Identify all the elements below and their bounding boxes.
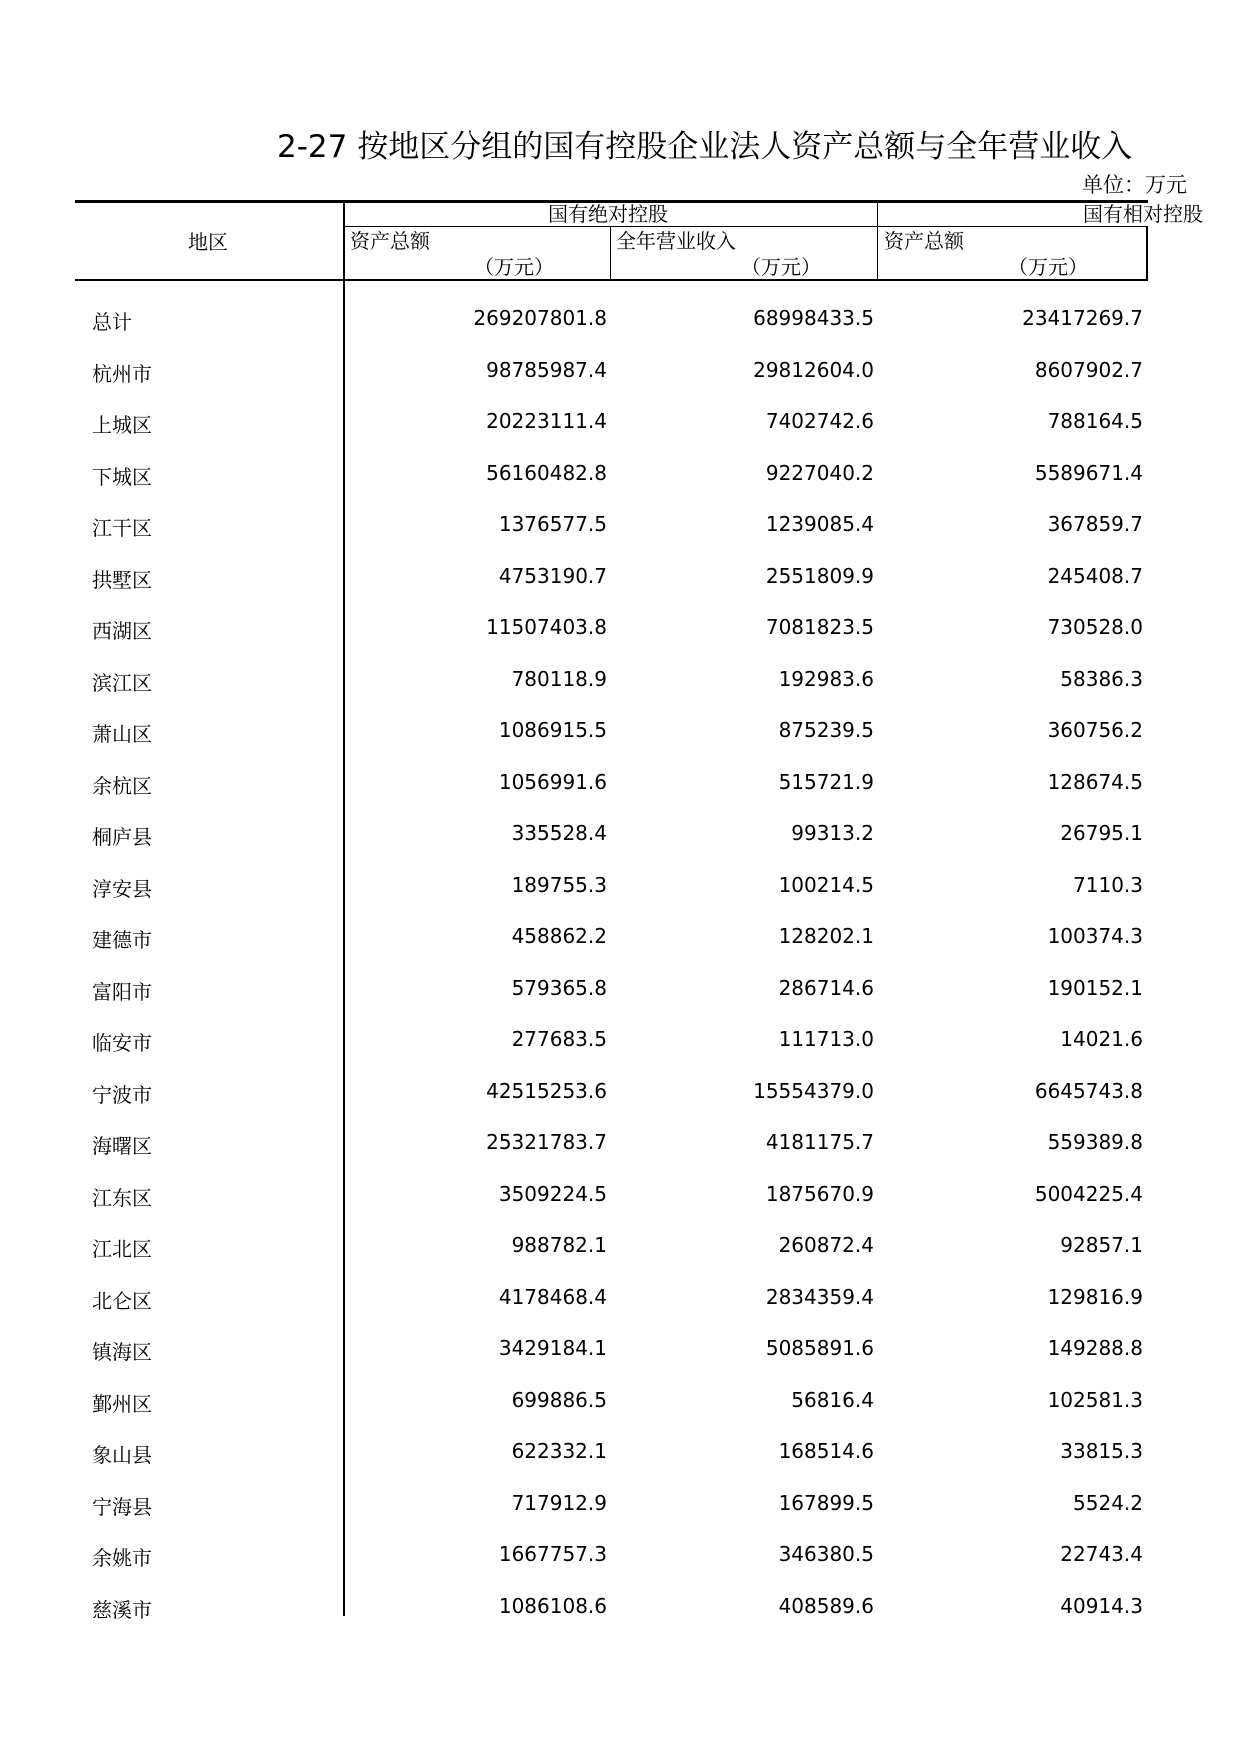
revenue-absolute-cell: 408589.6 <box>778 1593 874 1618</box>
table-row <box>0 1015 1148 1066</box>
table-row <box>0 1582 1148 1633</box>
region-cell: 慈溪市 <box>92 1597 152 1622</box>
group-divider <box>877 200 878 280</box>
region-cell: 淳安县 <box>92 876 152 901</box>
table-row <box>0 397 1148 448</box>
assets-relative-cell: 102581.3 <box>1047 1387 1143 1412</box>
table-row <box>0 603 1148 654</box>
assets-absolute-cell: 4178468.4 <box>498 1284 607 1309</box>
col1-header-label: 资产总额 <box>350 229 430 253</box>
region-cell: 总计 <box>92 310 132 334</box>
region-cell: 拱墅区 <box>92 567 152 592</box>
col2-header-label: 全年营业收入 <box>616 229 736 253</box>
assets-relative-cell: 8607902.7 <box>1034 357 1143 382</box>
region-cell: 象山县 <box>92 1443 152 1467</box>
table-row <box>0 1273 1148 1324</box>
table-row <box>0 294 1148 345</box>
assets-relative-cell: 14021.6 <box>1060 1027 1143 1051</box>
group-header-rule <box>344 226 1148 227</box>
table-row <box>0 1427 1148 1478</box>
table-right-edge <box>1146 226 1148 280</box>
assets-absolute-cell: 458862.2 <box>511 924 607 948</box>
assets-relative-cell: 129816.9 <box>1047 1284 1143 1309</box>
assets-relative-cell: 360756.2 <box>1047 718 1143 742</box>
region-cell: 江干区 <box>92 516 152 540</box>
revenue-absolute-cell: 15554379.0 <box>753 1078 874 1103</box>
table-row <box>0 706 1148 757</box>
revenue-absolute-cell: 100214.5 <box>778 872 874 897</box>
revenue-absolute-cell: 875239.5 <box>778 718 874 742</box>
revenue-absolute-cell: 1875670.9 <box>765 1181 874 1206</box>
assets-absolute-cell: 269207801.8 <box>473 306 607 330</box>
revenue-absolute-cell: 168514.6 <box>778 1439 874 1463</box>
revenue-absolute-cell: 111713.0 <box>778 1027 874 1051</box>
assets-absolute-cell: 56160482.8 <box>486 460 607 485</box>
table-row <box>0 500 1148 551</box>
table-row <box>0 861 1148 912</box>
assets-relative-cell: 5004225.4 <box>1034 1181 1143 1206</box>
revenue-absolute-cell: 29812604.0 <box>753 357 874 382</box>
region-cell: 余姚市 <box>92 1546 152 1570</box>
table-row <box>0 1530 1148 1581</box>
assets-absolute-cell: 11507403.8 <box>486 615 607 639</box>
revenue-absolute-cell: 286714.6 <box>778 975 874 1000</box>
assets-relative-cell: 58386.3 <box>1060 666 1143 691</box>
assets-absolute-cell: 277683.5 <box>511 1027 607 1051</box>
region-cell: 鄞州区 <box>92 1391 152 1416</box>
assets-absolute-cell: 622332.1 <box>511 1439 607 1463</box>
group-header-absolute: 国有绝对控股 <box>548 202 668 226</box>
assets-relative-cell: 92857.1 <box>1060 1233 1143 1257</box>
revenue-absolute-cell: 7081823.5 <box>765 615 874 639</box>
region-cell: 建德市 <box>92 928 152 952</box>
table-row <box>0 1170 1148 1221</box>
table-row <box>0 449 1148 500</box>
table-row <box>0 1479 1148 1530</box>
revenue-absolute-cell: 56816.4 <box>791 1387 874 1412</box>
table-row <box>0 1221 1148 1272</box>
table-row <box>0 655 1148 706</box>
assets-absolute-cell: 699886.5 <box>511 1387 607 1412</box>
assets-absolute-cell: 579365.8 <box>511 975 607 1000</box>
assets-relative-cell: 128674.5 <box>1047 769 1143 794</box>
revenue-absolute-cell: 128202.1 <box>778 924 874 948</box>
region-cell: 北仑区 <box>92 1288 152 1313</box>
region-cell: 余杭区 <box>92 773 152 798</box>
assets-absolute-cell: 1086915.5 <box>498 718 607 742</box>
assets-absolute-cell: 25321783.7 <box>486 1130 607 1154</box>
revenue-absolute-cell: 515721.9 <box>778 769 874 794</box>
assets-relative-cell: 6645743.8 <box>1034 1078 1143 1103</box>
group-header-relative: 国有相对控股 <box>1083 202 1203 226</box>
assets-absolute-cell: 780118.9 <box>511 666 607 691</box>
assets-absolute-cell: 1086108.6 <box>498 1593 607 1618</box>
col1-header-unit: （万元） <box>474 255 554 279</box>
assets-absolute-cell: 4753190.7 <box>498 563 607 588</box>
table-row <box>0 964 1148 1015</box>
revenue-absolute-cell: 346380.5 <box>778 1542 874 1566</box>
assets-absolute-cell: 988782.1 <box>511 1233 607 1257</box>
assets-absolute-cell: 1667757.3 <box>498 1542 607 1566</box>
unit-label: 单位：万元 <box>1082 173 1187 197</box>
revenue-absolute-cell: 4181175.7 <box>765 1130 874 1154</box>
region-cell: 镇海区 <box>92 1340 152 1364</box>
assets-relative-cell: 190152.1 <box>1047 975 1143 1000</box>
region-cell: 下城区 <box>92 464 152 489</box>
assets-relative-cell: 730528.0 <box>1047 615 1143 639</box>
revenue-absolute-cell: 99313.2 <box>791 821 874 845</box>
header-bottom-rule <box>75 279 1148 281</box>
assets-absolute-cell: 3429184.1 <box>498 1336 607 1360</box>
region-cell: 西湖区 <box>92 619 152 643</box>
assets-absolute-cell: 189755.3 <box>511 872 607 897</box>
revenue-absolute-cell: 260872.4 <box>778 1233 874 1257</box>
col3-header-unit: （万元） <box>1008 255 1088 279</box>
region-cell: 海曙区 <box>92 1134 152 1158</box>
revenue-absolute-cell: 7402742.6 <box>765 409 874 433</box>
assets-relative-cell: 5524.2 <box>1073 1490 1143 1515</box>
assets-relative-cell: 367859.7 <box>1047 512 1143 536</box>
table-row <box>0 1324 1148 1375</box>
table-row <box>0 346 1148 397</box>
assets-relative-cell: 26795.1 <box>1060 821 1143 845</box>
assets-relative-cell: 245408.7 <box>1047 563 1143 588</box>
assets-absolute-cell: 3509224.5 <box>498 1181 607 1206</box>
assets-relative-cell: 40914.3 <box>1060 1593 1143 1618</box>
revenue-absolute-cell: 167899.5 <box>778 1490 874 1515</box>
revenue-absolute-cell: 2551809.9 <box>765 563 874 588</box>
table-row <box>0 1376 1148 1427</box>
revenue-absolute-cell: 1239085.4 <box>765 512 874 536</box>
table-row <box>0 809 1148 860</box>
assets-absolute-cell: 717912.9 <box>511 1490 607 1515</box>
revenue-absolute-cell: 9227040.2 <box>765 460 874 485</box>
assets-relative-cell: 149288.8 <box>1047 1336 1143 1360</box>
region-cell: 宁海县 <box>92 1494 152 1519</box>
assets-relative-cell: 33815.3 <box>1060 1439 1143 1463</box>
region-cell: 滨江区 <box>92 670 152 695</box>
assets-absolute-cell: 1376577.5 <box>498 512 607 536</box>
assets-absolute-cell: 335528.4 <box>511 821 607 845</box>
region-cell: 江北区 <box>92 1237 152 1261</box>
assets-relative-cell: 788164.5 <box>1047 409 1143 433</box>
region-cell: 富阳市 <box>92 979 152 1004</box>
assets-relative-cell: 23417269.7 <box>1022 306 1143 330</box>
table-row <box>0 552 1148 603</box>
assets-absolute-cell: 42515253.6 <box>486 1078 607 1103</box>
assets-relative-cell: 559389.8 <box>1047 1130 1143 1154</box>
col-divider-1 <box>610 226 611 280</box>
region-cell: 萧山区 <box>92 722 152 746</box>
region-cell: 桐庐县 <box>92 825 152 849</box>
assets-relative-cell: 100374.3 <box>1047 924 1143 948</box>
assets-absolute-cell: 98785987.4 <box>486 357 607 382</box>
col3-header-label: 资产总额 <box>884 229 964 253</box>
region-cell: 江东区 <box>92 1185 152 1210</box>
revenue-absolute-cell: 2834359.4 <box>765 1284 874 1309</box>
assets-relative-cell: 22743.4 <box>1060 1542 1143 1566</box>
page-title: 2-27 按地区分组的国有控股企业法人资产总额与全年营业收入 <box>277 129 1133 165</box>
region-cell: 临安市 <box>92 1031 152 1055</box>
revenue-absolute-cell: 5085891.6 <box>765 1336 874 1360</box>
table-row <box>0 758 1148 809</box>
table-row <box>0 1118 1148 1169</box>
table-row <box>0 912 1148 963</box>
assets-relative-cell: 5589671.4 <box>1034 460 1143 485</box>
revenue-absolute-cell: 192983.6 <box>778 666 874 691</box>
region-cell: 宁波市 <box>92 1082 152 1107</box>
col2-header-unit: （万元） <box>741 255 821 279</box>
assets-absolute-cell: 20223111.4 <box>486 409 607 433</box>
revenue-absolute-cell: 68998433.5 <box>753 306 874 330</box>
region-cell: 杭州市 <box>92 361 152 386</box>
assets-relative-cell: 7110.3 <box>1073 872 1143 897</box>
assets-absolute-cell: 1056991.6 <box>498 769 607 794</box>
region-cell: 上城区 <box>92 413 152 437</box>
table-row <box>0 1067 1148 1118</box>
region-header: 地区 <box>188 230 228 254</box>
